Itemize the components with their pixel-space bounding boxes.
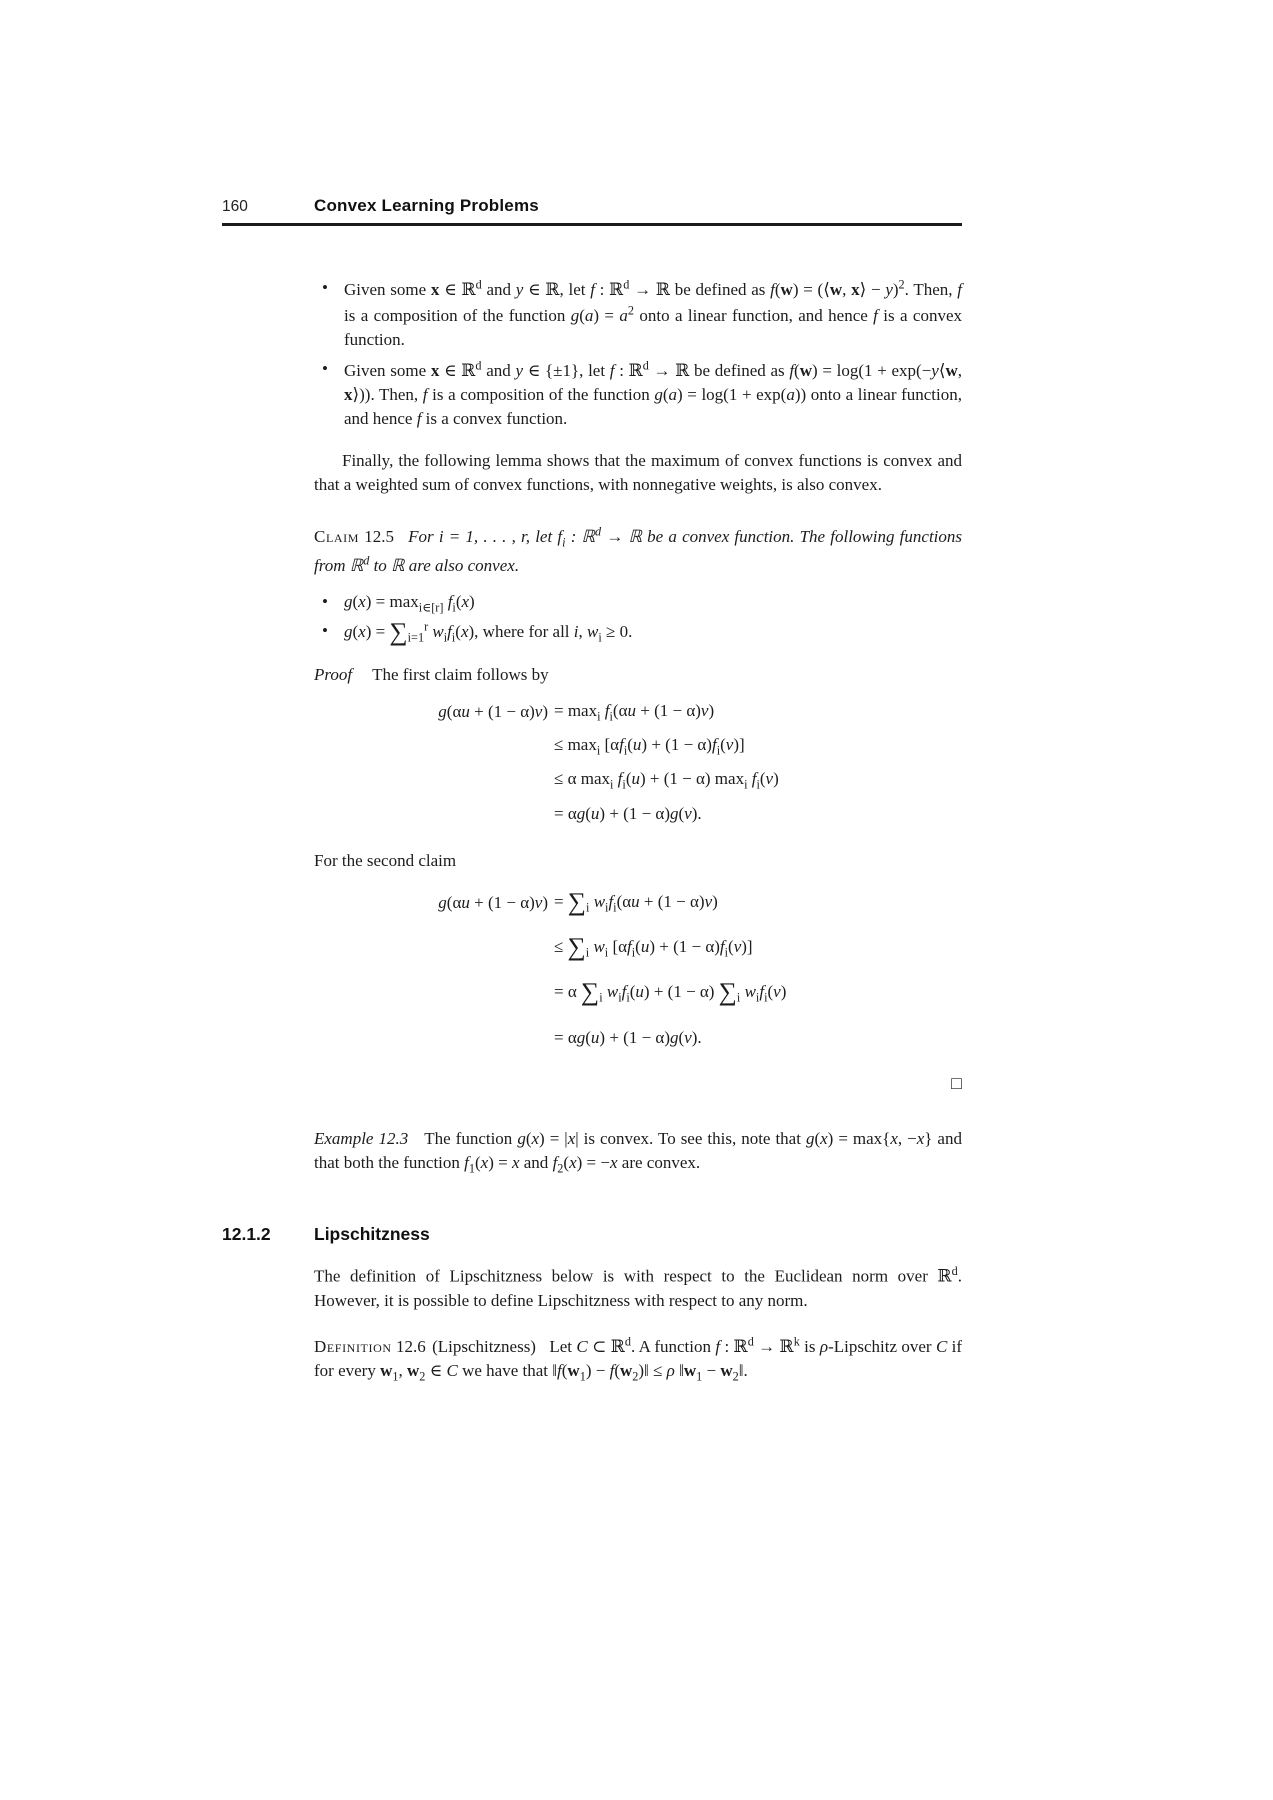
equation-row xyxy=(314,1016,962,1061)
definition-subject: (Lipschitzness) xyxy=(432,1336,536,1356)
claim-text: For i = 1, . . . , r, let $f_i$ : ℝ$^d$ → ℝ be a convex function. The following functions from ℝ$^d$ to ℝ are also convex. xyxy=(314,524,963,575)
claim-label-number: 12.5 xyxy=(364,527,394,546)
equation-row xyxy=(314,764,962,798)
bullet-item xyxy=(314,619,962,648)
equation-rhs: ≤ $\max_i [\alpha f_i(u) + (1 - \alpha)f_i(v)]$ xyxy=(554,735,745,758)
example-label: Example 12.3 xyxy=(314,1128,409,1148)
bullet-text: Given some x ∈ ℝ$^d$ and y ∈ {±1}, let f : ℝ$^d$ → ℝ be defined as f(w) = log(1 + exp(−y⟨w, x⟩)). Then, f is a composition of the function g(a) = log(1 + exp(a)) onto a linear function, and hence f is a convex function. xyxy=(344,358,962,429)
equation-rhs: ≤ $\sum_i$ $w_i$ $[\alpha f_i(u) + (1 - \alpha)f_i(v)]$ xyxy=(554,931,753,961)
equation-lhs: g(αu + (1 − α)v) xyxy=(438,893,548,913)
page-header xyxy=(222,196,962,216)
claim-block xyxy=(314,523,962,577)
definition-label-number: 12.6 xyxy=(395,1336,426,1356)
equation-rhs: = αg(u) + (1 − α)g(v). xyxy=(554,804,702,824)
bullet-item xyxy=(314,357,962,432)
header-rule xyxy=(222,223,962,226)
equation-block-second-claim xyxy=(314,881,962,1061)
section-title: Lipschitzness xyxy=(314,1223,430,1244)
definition-label-word: Definition xyxy=(314,1336,392,1356)
bullet-item xyxy=(314,590,962,617)
section-number: 12.1.2 xyxy=(222,1223,271,1244)
equation-row xyxy=(314,798,962,832)
qed-box: □ xyxy=(951,1072,962,1093)
text-column-main xyxy=(314,276,962,1178)
claim-bullet-formula: $g(x) = \sum_{i=1}^r$ $w_if_i(x)$, where for all i, $w_i \ge 0$. xyxy=(344,617,633,647)
example-text: The function g(x) = |x| is convex. To see this, note that g(x) = max{x, −x} and that both the function $f_1(x) = x$ and $f_2(x) = -x$ are convex. xyxy=(314,1128,962,1176)
text-column-lipschitz xyxy=(314,1263,962,1386)
definition-label xyxy=(314,1337,536,1356)
equation-lhs: g(αu + (1 − α)v) xyxy=(438,702,548,722)
claim-bullet-list xyxy=(314,590,962,647)
running-head-title: Convex Learning Problems xyxy=(314,196,539,215)
equation-rhs: = α $\sum_i$ $w_if_i(u) + (1 - \alpha)$ $\sum_i$ $w_if_i(v)$ xyxy=(554,976,787,1006)
equation-block-first-claim xyxy=(314,696,962,832)
equation-rhs: = αg(u) + (1 − α)g(v). xyxy=(554,1028,702,1048)
equation-row xyxy=(314,696,962,730)
equation-row xyxy=(314,926,962,971)
equation-row xyxy=(314,971,962,1016)
page-number: 160 xyxy=(222,198,248,215)
proof-label: Proof xyxy=(314,665,353,685)
proof-lead: The first claim follows by xyxy=(372,665,549,685)
intro-bullet-list xyxy=(314,276,962,432)
bullet-item xyxy=(314,276,962,352)
claim-label-word: Claim xyxy=(314,527,360,546)
second-claim-lead: For the second claim xyxy=(314,850,457,870)
paragraph-lipschitz-intro: The definition of Lipschitzness below is with respect to the Euclidean norm over ℝ$^d$. However, it is possible to define Lipschitzness with respect to any norm. xyxy=(314,1263,962,1310)
bullet-text: Given some x ∈ ℝ$^d$ and y ∈ ℝ, let f : ℝ$^d$ → ℝ be defined as f(w) = (⟨w, x⟩ − y)$^2$. Then, f is a composition of the function $g(a) = a^2$ onto a linear function, and hence f is a convex function. xyxy=(344,277,963,349)
example-block xyxy=(314,1127,962,1178)
claim-bullet-formula: $g(x) = \max_{i\in[r]} f_i(x)$ xyxy=(344,591,475,615)
proof-block xyxy=(314,663,962,687)
paragraph-finally: Finally, the following lemma shows that the maximum of convex functions is convex and that a weighted sum of convex functions, with nonnegative weights, is also convex. xyxy=(314,450,962,495)
equation-row xyxy=(314,881,962,926)
section-heading xyxy=(222,1224,962,1245)
definition-text: Let C ⊂ ℝ$^d$. A function f : ℝ$^d$ → ℝ$^k$ is ρ-Lipschitz over C if for every $w_1$, $w_2$ ∈ C we have that $‖f(w_1)$ − $f(w_2)‖ \le \rho$ $‖w_1$ − $w_2‖$. xyxy=(314,1333,963,1384)
definition-block xyxy=(314,1333,962,1386)
equation-rhs: = $\sum_i$ $w_if_i(\alpha u + (1 - \alpha)v)$ xyxy=(554,886,718,916)
equation-rhs: = $\max_i f_i(\alpha u + (1 - \alpha)v)$ xyxy=(554,701,715,724)
equation-rhs: ≤ α $\max_i f_i(u) + (1 - \alpha)$ $\max_i f_i(v)$ xyxy=(554,769,779,792)
claim-label xyxy=(314,527,394,546)
qed-row xyxy=(314,1071,962,1097)
equation-row xyxy=(314,730,962,764)
page-content xyxy=(222,0,962,1386)
